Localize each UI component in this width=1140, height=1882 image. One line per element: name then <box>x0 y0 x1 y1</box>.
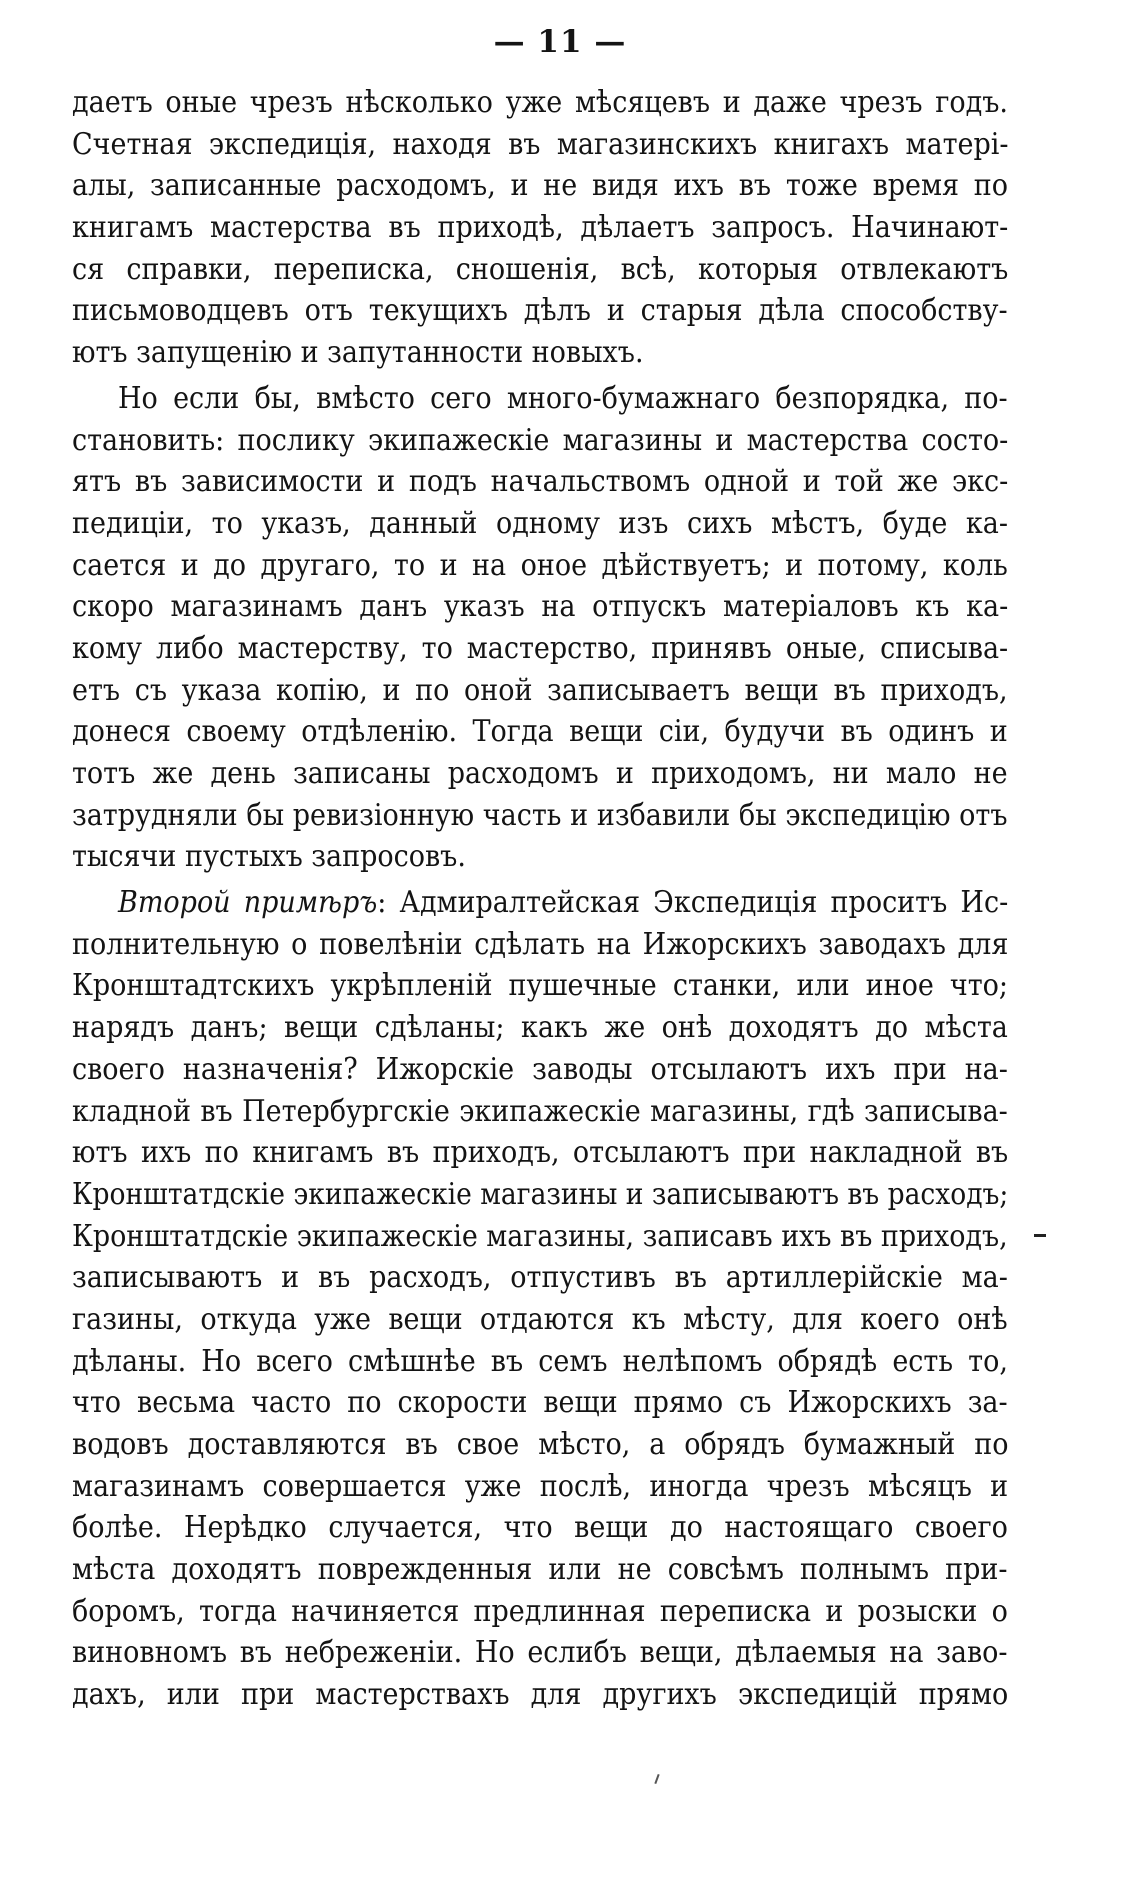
document-page <box>72 22 1008 1720</box>
text-line: затрудняли бы ревизіонную часть и избавили бы экспедицію отъ <box>72 797 1008 833</box>
text-line: педиціи, то указъ, данный одному изъ сихъ мѣстъ, буде ка- <box>72 505 1008 541</box>
paper-speck <box>654 1774 659 1784</box>
text-line: записываютъ и въ расходъ, отпустивъ въ артиллерійскіе ма- <box>72 1260 1008 1296</box>
text-line: сается и до другаго, то и на оное дѣйствуетъ; и потому, коль <box>72 547 1008 583</box>
text-line: тотъ же день записаны расходомъ и приходомъ, ни мало не <box>72 756 1008 791</box>
text-line-with-italic-lead <box>72 882 1008 924</box>
text-line: письмоводцевъ отъ текущихъ дѣлъ и старыя дѣла способству- <box>72 293 1008 329</box>
text-line: кладной въ Петербургскіе экипажескіе магазины, гдѣ записыва- <box>72 1093 1008 1129</box>
text-line: дѣланы. Но всего смѣшнѣе въ семъ нелѣпомъ обрядѣ есть то, <box>72 1343 1008 1379</box>
italic-lead: Второй примѣръ <box>118 885 378 921</box>
text-line: полнительную о повелѣніи сдѣлать на Ижорскихъ заводахъ для <box>72 926 1009 962</box>
paragraph-2 <box>72 378 1008 878</box>
paragraph-1 <box>72 82 1008 374</box>
text-line: етъ съ указа копію, и по оной записываетъ вещи въ приходъ, <box>72 672 1008 708</box>
text-line: ютъ запущенію и запутанности новыхъ. <box>72 335 644 371</box>
paragraph-3 <box>72 882 1008 1716</box>
text-line: Кронштадтскихъ укрѣпленій пушечные станки, или иное что; <box>72 968 1008 1004</box>
text-line: мѣста доходятъ поврежденныя или не совсѣмъ полнымъ при- <box>72 1552 1008 1588</box>
text-line: даетъ оные чрезъ нѣсколько уже мѣсяцевъ и даже чрезъ годъ. <box>72 85 1008 120</box>
text-line: книгамъ мастерства въ приходѣ, дѣлаетъ запросъ. Начинают- <box>72 210 1009 246</box>
text-line: своего назначенія? Ижорскіе заводы отсылаютъ ихъ при на- <box>72 1051 1008 1087</box>
text-line: становить: послику экипажескіе магазины и мастерства состо- <box>72 422 1009 458</box>
text-line: боромъ, тогда начиняется предлинная переписка и розыски о <box>72 1593 1008 1629</box>
text-line: тысячи пустыхъ запросовъ. <box>72 839 466 875</box>
text-line: виновномъ въ небреженіи. Но еслибъ вещи, дѣлаемыя на заво- <box>72 1635 1008 1671</box>
text-line: водовъ доставляются въ свое мѣсто, а обрядъ бумажный по <box>72 1427 1009 1462</box>
text-line: донеся своему отдѣленію. Тогда вещи сіи, будучи въ одинъ и <box>72 714 1008 750</box>
body-text <box>72 82 1008 1716</box>
text-line: ятъ въ зависимости и подъ начальствомъ одной и той же экс- <box>72 464 1009 500</box>
text-line: Счетная экспедиція, находя въ магазинскихъ книгахъ матері- <box>72 126 1009 162</box>
text-line: дахъ, или при мастерствахъ для другихъ экспедицій прямо <box>72 1677 1009 1713</box>
text-line: ютъ ихъ по книгамъ въ приходъ, отсылаютъ при накладной въ <box>72 1135 1009 1171</box>
text-line: нарядъ данъ; вещи сдѣланы; какъ же онѣ доходятъ до мѣста <box>72 1010 1008 1046</box>
text-line: что весьма часто по скорости вещи прямо съ Ижорскихъ за- <box>72 1385 1008 1421</box>
text-line: кому либо мастерству, то мастерство, принявъ оные, списыва- <box>72 630 1009 666</box>
text-line: Кронштатдскіе экипажескіе магазины, записавъ ихъ въ приходъ, <box>72 1218 1008 1254</box>
text-line: газины, откуда уже вещи отдаются къ мѣсту, для коего онѣ <box>72 1301 1008 1337</box>
text-line-rest: : Адмиралтейская Экспедиція проситъ Ис- <box>377 885 1009 921</box>
text-line: Но если бы, вмѣсто сего много-бумажнаго безпорядка, по- <box>118 380 1008 416</box>
text-line: магазинамъ совершается уже послѣ, иногда чрезъ мѣсяцъ и <box>72 1468 1009 1504</box>
text-line: алы, записанные расходомъ, и не видя ихъ въ тоже время по <box>72 168 1009 204</box>
page-number: — 11 — <box>493 24 627 60</box>
text-line: ся справки, переписка, сношенія, всѣ, которыя отвлекаютъ <box>72 251 1009 287</box>
text-line: скоро магазинамъ данъ указъ на отпускъ матеріаловъ къ ка- <box>72 589 1009 625</box>
margin-mark <box>1034 1234 1046 1237</box>
text-line: болѣе. Нерѣдко случается, что вещи до настоящаго своего <box>72 1510 1008 1546</box>
text-line: Кронштатдскіе экипажескіе магазины и записываютъ въ расходъ; <box>72 1176 1009 1212</box>
